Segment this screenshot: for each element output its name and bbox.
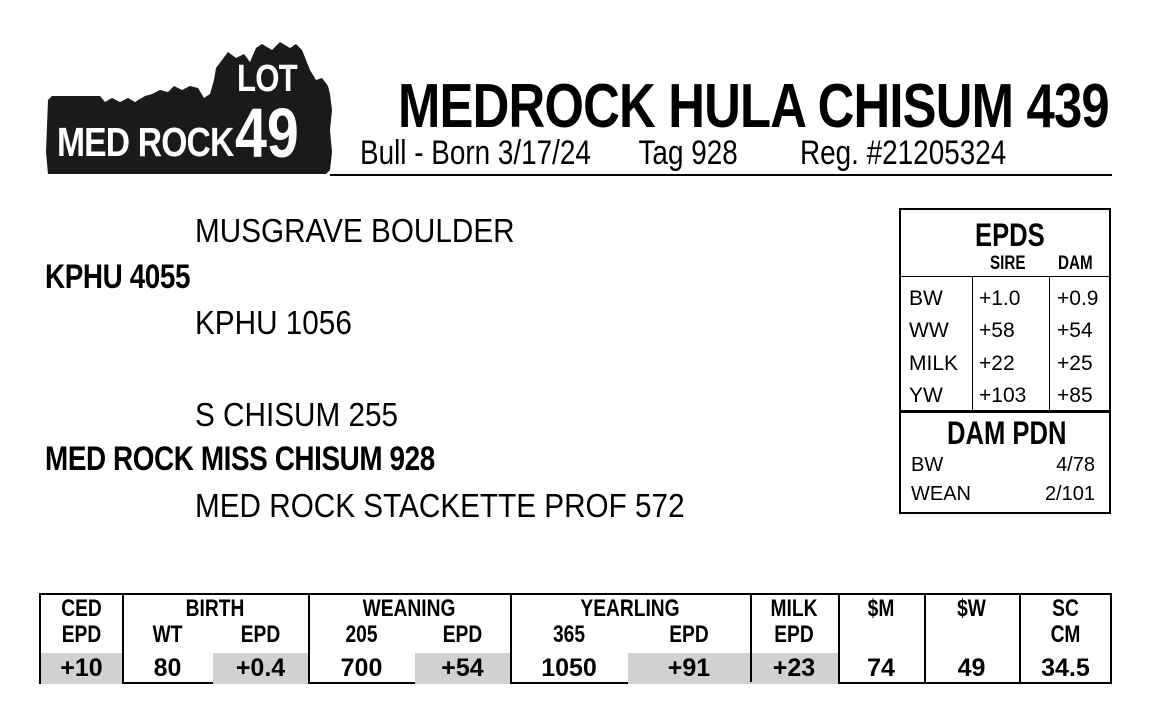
value-yearling-epd: +91 [667,654,711,682]
med-rock-lot-logo [40,40,340,180]
epd-sire-value: +1.0 [979,287,1021,310]
value-ced-epd: +10 [60,654,103,682]
pdn-value: 4/78 [1056,454,1095,476]
pedigree-dam-dam: MED ROCK STACKETTE PROF 572 [195,487,685,524]
animal-name: MEDROCK HULA CHISUM 439 [398,72,1109,141]
pedigree-dam: MED ROCK MISS CHISUM 928 [45,440,435,478]
header-dollar-w: $W [957,595,986,622]
header-dollar-m: $M [867,595,895,622]
value-weaning-epd: +54 [441,654,484,682]
header-weaning-epd: EPD [442,621,483,648]
registration-number: Reg. #21205324 [800,134,1007,172]
header-yearling: YEARLING [580,595,680,622]
tag-number: Tag 928 [638,134,738,172]
header-weaning: WEANING [362,595,456,622]
header-birth-wt: WT [152,621,183,648]
header-ced: CED [61,595,102,622]
value-yearling-365: 1050 [541,654,597,682]
epd-dam-value: +0.9 [1057,287,1099,310]
epd-row [901,314,1109,347]
header-yearling-365: 365 [552,621,586,648]
header-birth: BIRTH [185,595,245,622]
epds-sire-header: SIRE [990,253,1026,274]
header-milk-epd: EPD [774,621,814,648]
value-dollar-w: 49 [957,654,986,682]
logo-brand-text: MED ROCK [57,119,234,165]
value-sc-cm: 34.5 [1041,654,1090,682]
header-milk: MILK [770,595,818,622]
animal-details [360,136,1006,170]
sex-birth-date: Bull - Born 3/17/24 [360,134,591,172]
epd-dam-value: +54 [1057,319,1093,342]
epds-title: EPDS [975,217,1045,253]
epd-trait: WW [909,319,949,342]
dam-pdn-title: DAM PDN [947,415,1067,451]
pedigree-dam-sire: S CHISUM 255 [195,396,399,433]
epd-box [899,208,1111,514]
pdn-value: 2/101 [1044,483,1095,505]
pdn-row [901,481,1109,509]
epd-sire-value: +103 [979,384,1027,407]
header-sc: SC [1052,595,1079,622]
epd-dam-value: +85 [1057,384,1093,407]
epd-row [901,347,1109,380]
lot-label: LOT [237,58,297,100]
pdn-trait: BW [911,454,944,476]
pdn-trait: WEAN [911,483,971,505]
pdn-row [901,452,1109,480]
value-milk-epd: +23 [772,654,816,682]
pdn-divider [901,410,1109,413]
epd-dam-value: +25 [1057,352,1093,375]
header-weaning-205: 205 [345,621,378,648]
header-sc-cm: CM [1050,621,1081,648]
pedigree-sire-dam: KPHU 1056 [195,304,352,341]
epd-trait: YW [909,384,943,407]
header-ced-epd: EPD [61,621,102,648]
lot-number: 49 [235,94,299,172]
epd-trait: MILK [909,352,959,375]
epd-sire-value: +58 [979,319,1015,342]
header-yearling-epd: EPD [669,621,709,648]
pedigree-sire-sire: MUSGRAVE BOULDER [195,212,515,249]
value-birth-wt: 80 [153,654,182,682]
epds-header-divider [901,276,1109,277]
pedigree-sire: KPHU 4055 [45,258,191,296]
value-dollar-m: 74 [867,654,895,682]
performance-table [39,593,1112,684]
value-weaning-205: 700 [340,654,383,682]
value-birth-epd: +0.4 [235,654,286,682]
header-divider [330,174,1112,176]
header-birth-epd: EPD [240,621,281,648]
epd-row [901,379,1109,412]
epd-trait: BW [909,287,943,310]
epd-row [901,282,1109,315]
epds-dam-header: DAM [1058,253,1093,274]
epd-sire-value: +22 [979,352,1015,375]
